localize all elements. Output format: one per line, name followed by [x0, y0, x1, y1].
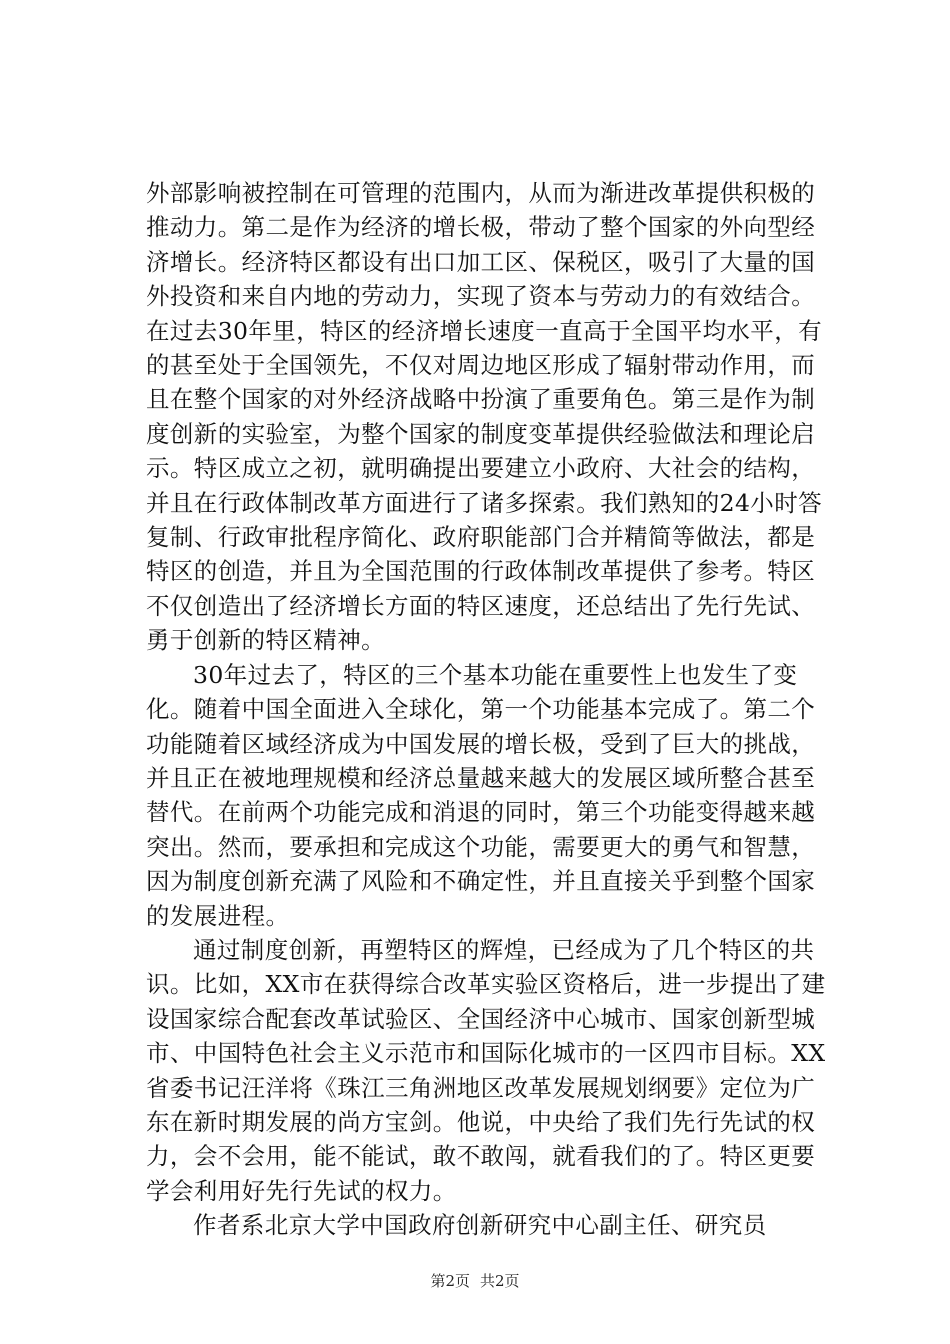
paragraph-3: 通过制度创新，再塑特区的辉煌，已经成为了几个特区的共识。比如，XX市在获得综合改革实验区资格后，进一步提出了建设国家综合配套改革试验区、全国经济中心城市、国家创新型城市、中国特色社会主义示范市和国际化城市的一区四市目标。XX省委书记汪洋将《珠江三角洲地区改革发展规划纲要》定位为广东在新时期发展的尚方宝剑。他说，中央给了我们先行先试的权力，会不会用，能不能试，敢不敢闯，就看我们的了。特区更要学会利用好先行先试的权力。: [146, 935, 826, 1205]
author-note: 作者系北京大学中国政府创新研究中心副主任、研究员: [193, 1211, 767, 1240]
page-total: 共2页: [480, 1272, 520, 1290]
page-footer: [0, 1271, 950, 1291]
paragraph-2: 30年过去了，特区的三个基本功能在重要性上也发生了变化。随着中国全面进入全球化，第一个功能基本完成了。第二个功能随着区域经济成为中国发展的增长极，受到了巨大的挑战，并且正在被地理规模和经济总量越来越大的发展区域所整合甚至替代。在前两个功能完成和消退的同时，第三个功能变得越来越突出。然而，要承担和完成这个功能，需要更大的勇气和智慧，因为制度创新充满了风险和不确定性，并且直接关乎到整个国家的发展进程。: [146, 660, 816, 930]
document-body: [146, 176, 826, 1243]
paragraph-1: 外部影响被控制在可管理的范围内，从而为渐进改革提供积极的推动力。第二是作为经济的增长极，带动了整个国家的外向型经济增长。经济特区都设有出口加工区、保税区，吸引了大量的国外投资和来自内地的劳动力，实现了资本与劳动力的有效结合。在过去30年里，特区的经济增长速度一直高于全国平均水平，有的甚至处于全国领先，不仅对周边地区形成了辐射带动作用，而且在整个国家的对外经济战略中扮演了重要角色。第三是作为制度创新的实验室，为整个国家的制度变革提供经验做法和理论启示。特区成立之初，就明确提出要建立小政府、大社会的结构，并且在行政体制改革方面进行了诸多探索。我们熟知的24小时答复制、行政审批程序简化、政府职能部门合并精简等做法，都是特区的创造，并且为全国范围的行政体制改革提供了参考。特区不仅创造出了经济增长方面的特区速度，还总结出了先行先试、勇于创新的特区精神。: [146, 179, 823, 655]
page-number: 第2页: [430, 1272, 470, 1290]
